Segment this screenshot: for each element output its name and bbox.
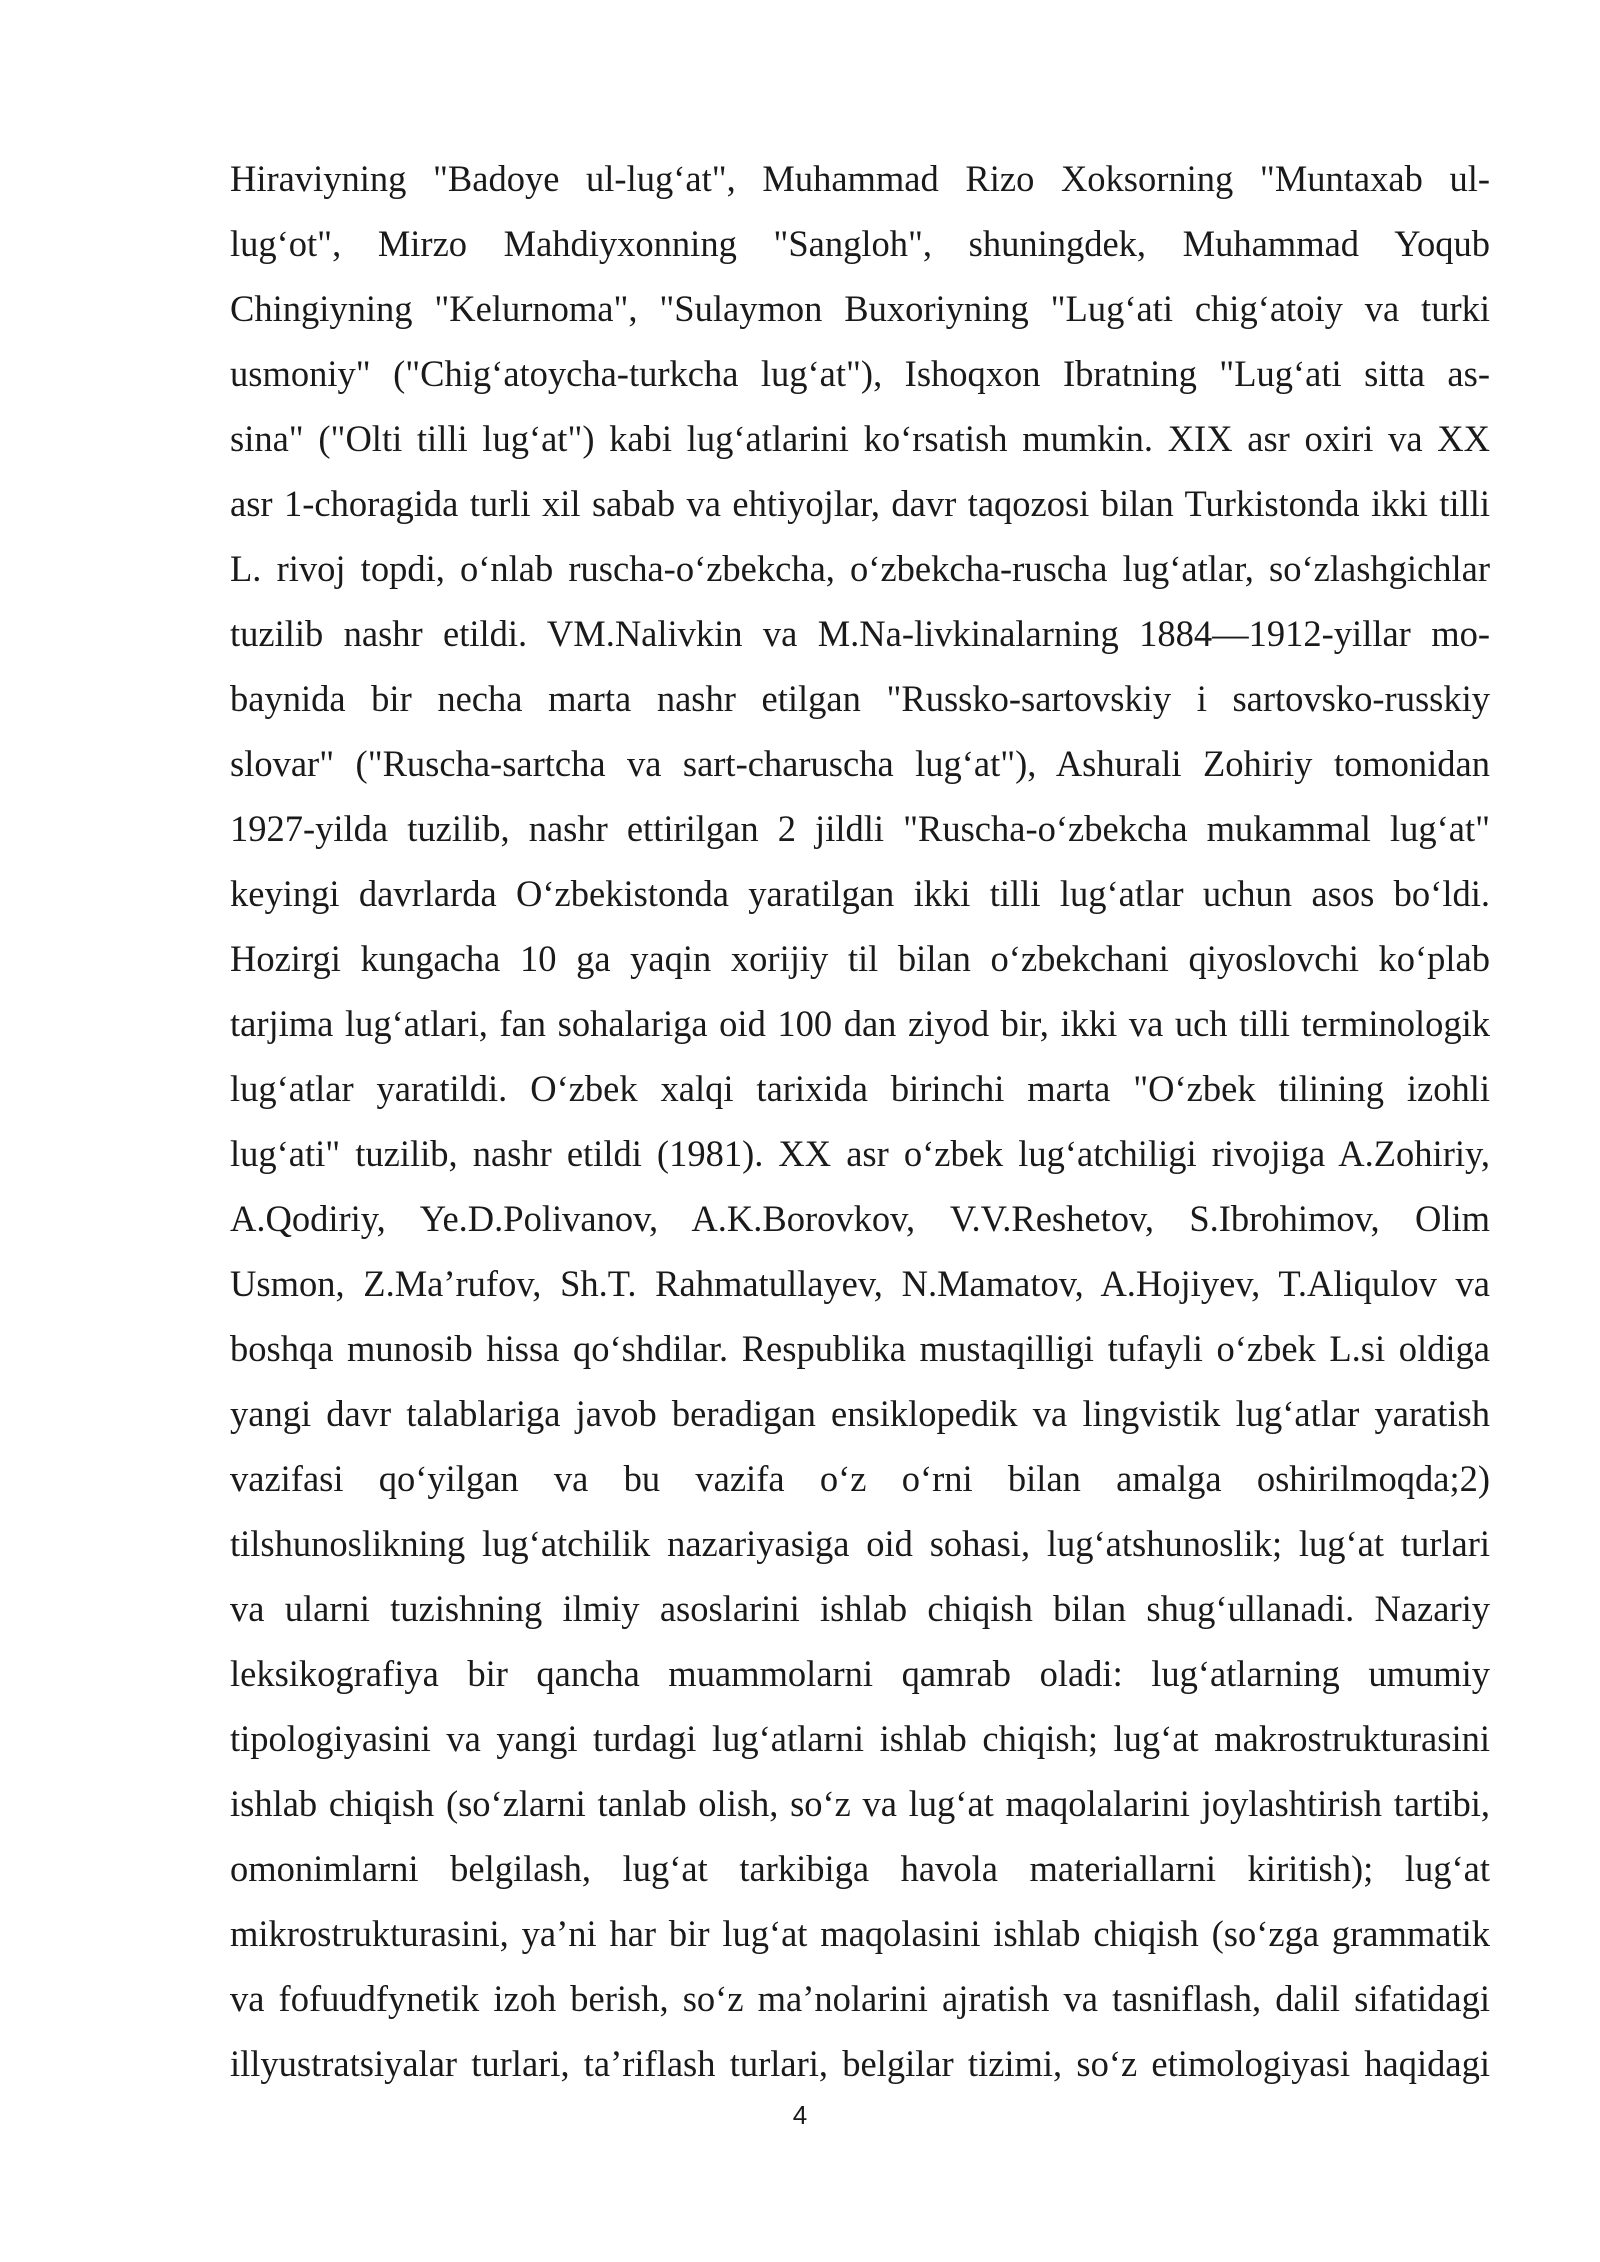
text-line: va ularni tuzishning ilmiy asoslarini ishlab chiqish bilan shug‘ullanadi. Nazariy	[230, 1588, 1490, 1629]
text-line: leksikografiya bir qancha muammolarni qamrab oladi: lug‘atlarning umumiy	[230, 1653, 1490, 1694]
text-line: L. rivoj topdi, o‘nlab ruscha-o‘zbekcha, o‘zbekcha-ruscha lug‘atlar, so‘zlashgichlar	[230, 548, 1490, 589]
text-line: slovar" ("Ruscha-sartcha va sart-charuscha lug‘at"), Ashurali Zohiriy tomonidan	[230, 743, 1490, 784]
text-line: usmoniy" ("Chig‘atoycha-turkcha lug‘at"), Ishoqxon Ibratning "Lug‘ati sitta as-	[230, 353, 1490, 394]
text-line: ishlab chiqish (so‘zlarni tanlab olish, so‘z va lug‘at maqolalarini joylashtirish tartibi,	[230, 1783, 1490, 1824]
body-paragraph	[230, 146, 1490, 2096]
text-line: tarjima lug‘atlari, fan sohalariga oid 100 dan ziyod bir, ikki va uch tilli terminologik	[230, 1003, 1490, 1044]
text-line: tuzilib nashr etildi. VM.Nalivkin va M.Na-livkinalarning 1884—1912-yillar mo-	[230, 613, 1490, 654]
text-line: tilshunoslikning lug‘atchilik nazariyasiga oid sohasi, lug‘atshunoslik; lug‘at turlari	[230, 1523, 1490, 1564]
text-line: sina" ("Olti tilli lug‘at") kabi lug‘atlarini ko‘rsatish mumkin. XIX asr oxiri va XX	[230, 418, 1490, 459]
text-line: boshqa munosib hissa qo‘shdilar. Respublika mustaqilligi tufayli o‘zbek L.si oldiga	[230, 1328, 1490, 1369]
text-line: baynida bir necha marta nashr etilgan "Russko-sartovskiy i sartovsko-russkiy	[230, 678, 1490, 719]
text-line: lug‘ati" tuzilib, nashr etildi (1981). XX asr o‘zbek lug‘atchiligi rivojiga A.Zohiriy,	[230, 1133, 1490, 1174]
text-line: keyingi davrlarda O‘zbekistonda yaratilgan ikki tilli lug‘atlar uchun asos bo‘ldi.	[230, 873, 1490, 914]
text-line: Usmon, Z.Ma’rufov, Sh.T. Rahmatullayev, N.Mamatov, A.Hojiyev, T.Aliqulov va	[230, 1263, 1490, 1304]
text-line: Hiraviyning "Badoye ul-lug‘at", Muhammad Rizo Xoksorning "Muntaxab ul-	[230, 158, 1490, 199]
text-line: Hozirgi kungacha 10 ga yaqin xorijiy til bilan o‘zbekchani qiyoslovchi ko‘plab	[230, 938, 1490, 979]
text-line: lug‘ot", Mirzo Mahdiyxonning "Sangloh", shuningdek, Muhammad Yoqub	[230, 223, 1490, 264]
text-line: vazifasi qo‘yilgan va bu vazifa o‘z o‘rni bilan amalga oshirilmoqda;2)	[230, 1458, 1490, 1499]
text-line: mikrostrukturasini, ya’ni har bir lug‘at maqolasini ishlab chiqish (so‘zga grammatik	[230, 1913, 1490, 1954]
text-line: omonimlarni belgilash, lug‘at tarkibiga havola materiallarni kiritish); lug‘at	[230, 1848, 1490, 1889]
text-line: asr 1-choragida turli xil sabab va ehtiyojlar, davr taqozosi bilan Turkistonda ikki tilli	[230, 483, 1490, 524]
text-line: A.Qodiriy, Ye.D.Polivanov, A.K.Borovkov, V.V.Reshetov, S.Ibrohimov, Olim	[230, 1198, 1490, 1239]
page-number: 4	[792, 2100, 808, 2130]
text-line: tipologiyasini va yangi turdagi lug‘atlarni ishlab chiqish; lug‘at makrostrukturasini	[230, 1718, 1490, 1759]
text-line: illyustratsiyalar turlari, ta’riflash turlari, belgilar tizimi, so‘z etimologiyasi haqidagi	[230, 2043, 1490, 2084]
text-line: yangi davr talablariga javob beradigan ensiklopedik va lingvistik lug‘atlar yaratish	[230, 1393, 1490, 1434]
text-line: va fofuudfynetik izoh berish, so‘z ma’nolarini ajratish va tasniflash, dalil sifatidagi	[230, 1978, 1490, 2019]
text-line: Chingiyning "Kelurnoma", "Sulaymon Buxoriyning "Lug‘ati chig‘atoiy va turki	[230, 288, 1490, 329]
text-line: lug‘atlar yaratildi. O‘zbek xalqi tarixida birinchi marta "O‘zbek tilining izohli	[230, 1068, 1490, 1109]
text-line: 1927-yilda tuzilib, nashr ettirilgan 2 jildli "Ruscha-o‘zbekcha mukammal lug‘at"	[230, 808, 1490, 849]
